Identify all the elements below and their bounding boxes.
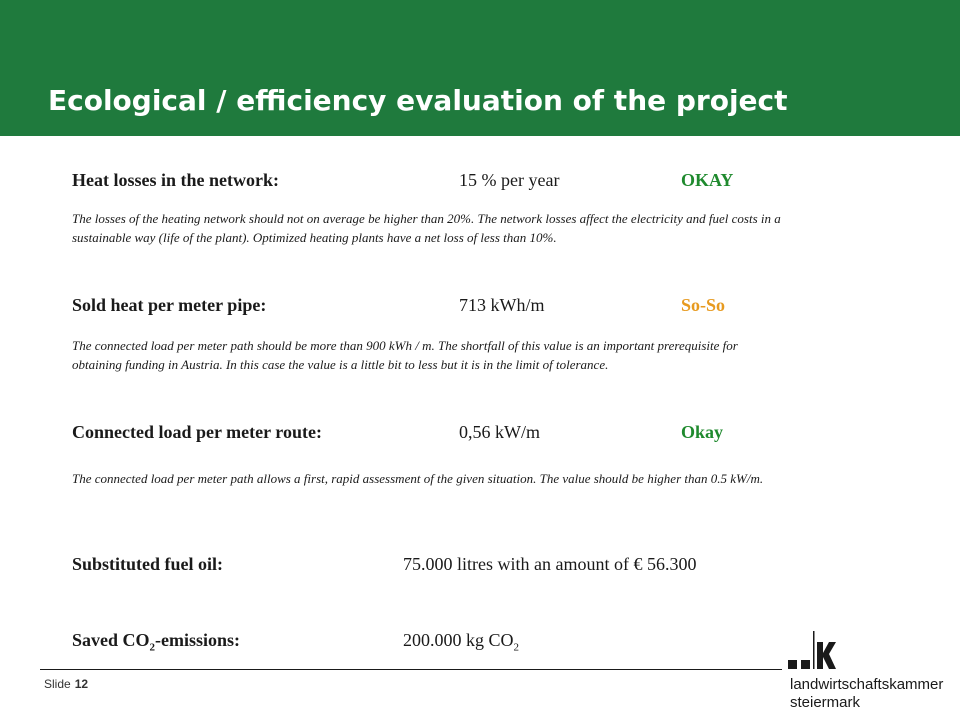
sold-heat-value: 713 kWh/m bbox=[459, 295, 545, 315]
connected-load-row bbox=[72, 422, 812, 448]
heat-losses-rating: OKAY bbox=[681, 170, 734, 190]
chamber-logo bbox=[788, 628, 948, 718]
fuel-oil-value: 75.000 litres with an amount of € 56.300 bbox=[403, 554, 697, 574]
logo-mark-icon bbox=[788, 628, 848, 670]
connected-load-rating: Okay bbox=[681, 422, 724, 442]
sold-heat-rating: So-So bbox=[681, 295, 726, 315]
heat-losses-value: 15 % per year bbox=[459, 170, 560, 190]
co2-label: Saved $CO_2$-emissions: bbox=[72, 630, 241, 654]
sold-heat-description: The connected load per meter path should be more than 900 kWh / m. The shortfall of this value is an important prerequisite for obtaining funding in Austria. In this case the value is a little bit to less but it is in the limit of tolerance. bbox=[72, 338, 738, 372]
slide-word: Slide bbox=[44, 677, 71, 691]
connected-load-description: The connected load per meter path allows a first, rapid assessment of the given situation. The value should be higher than 0.5 kW/m. bbox=[72, 471, 764, 486]
sold-heat-label: Sold heat per meter pipe: bbox=[72, 295, 267, 315]
footer-divider bbox=[40, 669, 782, 670]
logo-text: landwirtschaftskammer steiermark bbox=[790, 676, 944, 711]
evaluation-content bbox=[72, 0, 812, 720]
connected-load-value: 0,56 kW/m bbox=[459, 422, 540, 442]
fuel-oil-label: Substituted fuel oil: bbox=[72, 554, 224, 574]
slide-number-label bbox=[44, 677, 88, 691]
heat-losses-description: The losses of the heating network should not on average be higher than 20%. The network losses affect the electricity and fuel costs in a sustainable way (life of the plant). Optimized heating plants have a net loss of less than 10%. bbox=[72, 211, 781, 245]
slide-title: Ecological / efficiency evaluation of the project bbox=[48, 84, 788, 117]
heat-losses-label: Heat losses in the network: bbox=[72, 170, 279, 190]
fuel-oil-row bbox=[72, 554, 812, 580]
co2-row bbox=[72, 630, 812, 656]
slide-number: 12 bbox=[74, 677, 89, 691]
co2-value: 200.000 kg $CO_2$ bbox=[403, 630, 520, 654]
connected-load-label: Connected load per meter route: bbox=[72, 422, 322, 442]
heat-losses-row bbox=[72, 170, 812, 196]
sold-heat-row bbox=[72, 295, 812, 321]
